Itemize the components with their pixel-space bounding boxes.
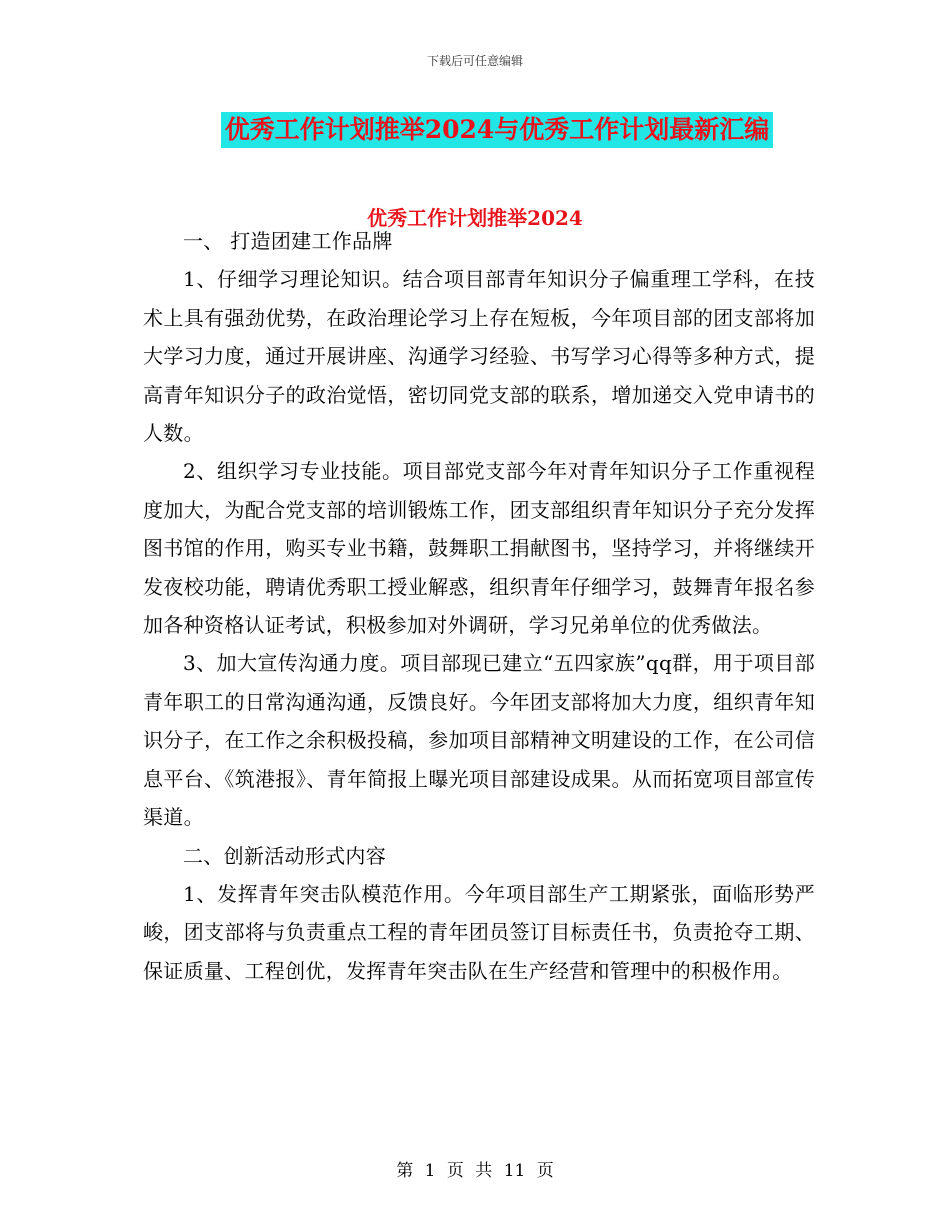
document-title: 优秀工作计划推举2024与优秀工作计划最新汇编 <box>221 112 774 148</box>
document-title-container <box>0 112 950 148</box>
paragraph-heading-1: 一、 打造团建工作品牌 <box>183 229 393 253</box>
paragraph: 2、组织学习专业技能。项目部党支部今年对青年知识分子工作重视程度加大，为配合党支部的培训锻炼工作，团支部组织青年知识分子充分发挥图书馆的作用，购买专业书籍，鼓舞职工捐献图书，坚持学习，并将继续开发夜校功能，聘请优秀职工授业解惑，组织青年仔细学习，鼓舞青年报名参加各种资格认证考试，积极参加对外调研，学习兄弟单位的优秀做法。 <box>143 459 815 638</box>
section-title: 优秀工作计划推举2024 <box>367 206 583 230</box>
paragraph: 1、发挥青年突击队模范作用。今年项目部生产工期紧张，面临形势严峻，团支部将与负责重点工程的青年团员签订目标责任书，负责抢夺工期、保证质量、工程创优，发挥青年突击队在生产经营和管理中的积极作用。 <box>143 881 815 983</box>
paragraph: 3、加大宣传沟通力度。项目部现已建立“五四家族”qq群，用于项目部青年职工的日常沟通沟通，反馈良好。今年团支部将加大力度，组织青年知识分子，在工作之余积极投稿，参加项目部精神文明建设的工作，在公司信息平台、《筑港报》、青年简报上曝光项目部建设成果。从而拓宽项目部宣传渠道。 <box>143 651 815 830</box>
document-body <box>143 222 815 990</box>
page-header-note: 下载后可任意编辑 <box>426 54 523 68</box>
paragraph: 1、仔细学习理论知识。结合项目部青年知识分子偏重理工学科，在技术上具有强劲优势，在政治理论学习上存在短板，今年项目部的团支部将加大学习力度，通过开展讲座、沟通学习经验、书写学习心得等多种方式，提高青年知识分子的政治觉悟，密切同党支部的联系，增加递交入党申请书的人数。 <box>143 267 815 446</box>
page-number-footer: 第 1 页 共 11 页 <box>396 1161 554 1181</box>
paragraph-heading-2: 二、创新活动形式内容 <box>183 843 386 868</box>
